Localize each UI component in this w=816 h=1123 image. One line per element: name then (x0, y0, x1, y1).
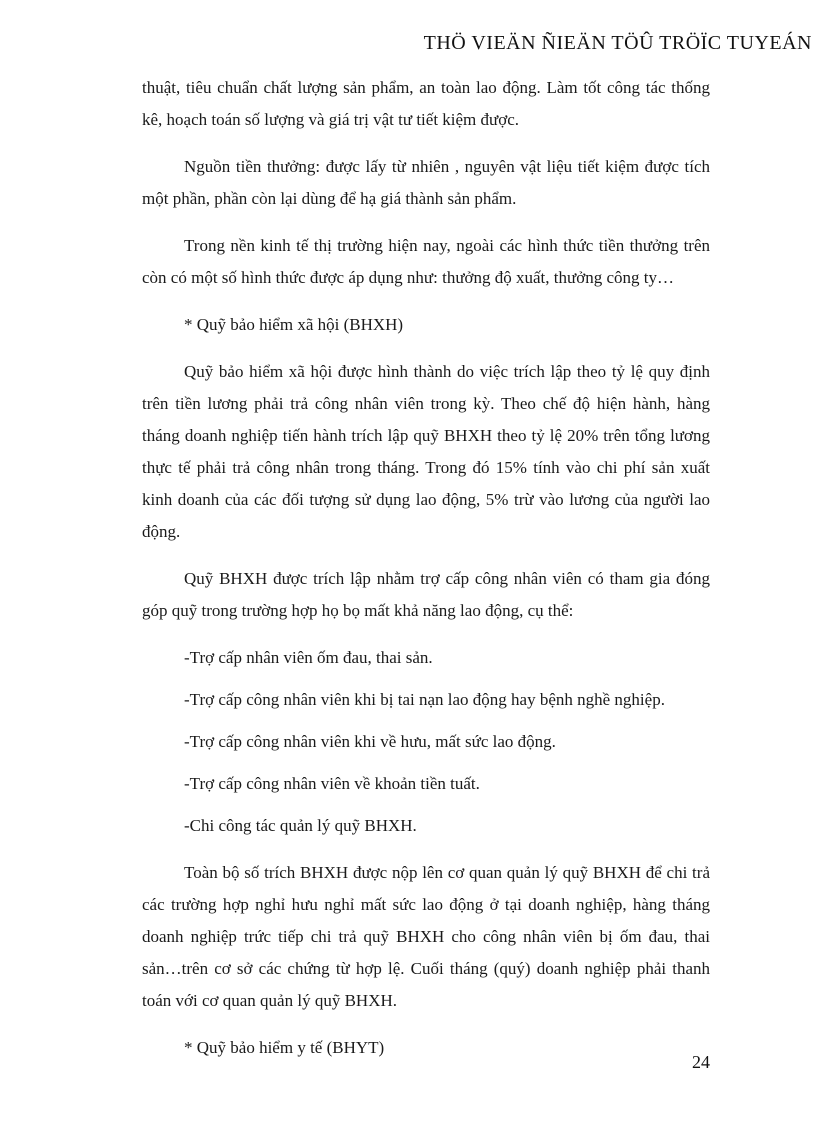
list-item-management: -Chi công tác quản lý quỹ BHXH. (184, 816, 417, 835)
paragraph-continuation: thuật, tiêu chuẩn chất lượng sản phẩm, an toàn lao động. Làm tốt công tác thống kê, hoạch toán số lượng và giá trị vật tư tiết kiệm được. (142, 78, 710, 129)
paragraph-bonus-forms: Trong nền kinh tế thị trường hiện nay, ngoài các hình thức tiền thưởng trên còn có một số hình thức được áp dụng như: thưởng độ xuất, thưởng công ty… (142, 236, 710, 287)
page-number: 24 (692, 1052, 710, 1072)
paragraph-bhxh-payment: Toàn bộ số trích BHXH được nộp lên cơ quan quản lý quỹ BHXH để chi trả các trường hợp nghỉ hưu nghỉ mất sức lao động ở tại doanh nghiệp, hàng tháng doanh nghiệp trức tiếp chi trả quỹ BHXH cho công nhân viên bị ốm đau, thai sản…trên cơ sở các chứng từ hợp lệ. Cuối tháng (quý) doanh nghiệp phải thanh toán với cơ quan quản lý quỹ BHXH. (142, 863, 710, 1010)
paragraph-bonus-source: Nguồn tiền thưởng: được lấy từ nhiên , nguyên vật liệu tiết kiệm được tích một phần, phần còn lại dùng để hạ giá thành sản phẩm. (142, 157, 710, 208)
document-body (142, 72, 710, 1079)
paragraph-bhxh-formation: Quỹ bảo hiểm xã hội được hình thành do việc trích lập theo tỷ lệ quy định trên tiền lương phải trả công nhân viên trong kỳ. Theo chế độ hiện hành, hàng tháng doanh nghiệp tiến hành trích lập quỹ BHXH theo tỷ lệ 20% trên tổng lương thực tế phải trả công nhân trong tháng. Trong đó 15% tính vào chi phí sản xuất kinh doanh của các đối tượng sử dụng lao động, 5% trừ vào lương của người lao động. (142, 362, 710, 541)
section-heading-bhyt: * Quỹ bảo hiểm y tế (BHYT) (184, 1038, 385, 1057)
paragraph-bhxh-purpose: Quỹ BHXH được trích lập nhằm trợ cấp công nhân viên có tham gia đóng góp quỹ trong trường hợp họ bọ mất khả năng lao động, cụ thể: (142, 569, 710, 620)
page-header: THÖ VIEÄN ÑIEÄN TÖÛ TRÖÏC TUYEÁN (423, 32, 812, 54)
section-heading-bhxh: * Quỹ bảo hiểm xã hội (BHXH) (184, 315, 404, 334)
list-item-death-benefit: -Trợ cấp công nhân viên về khoản tiền tuất. (184, 774, 480, 793)
list-item-retirement: -Trợ cấp công nhân viên khi về hưu, mất sức lao động. (184, 732, 556, 751)
list-item-accident: -Trợ cấp công nhân viên khi bị tai nạn lao động hay bệnh nghề nghiệp. (184, 690, 665, 709)
list-item-sickness: -Trợ cấp nhân viên ốm đau, thai sản. (184, 648, 433, 667)
